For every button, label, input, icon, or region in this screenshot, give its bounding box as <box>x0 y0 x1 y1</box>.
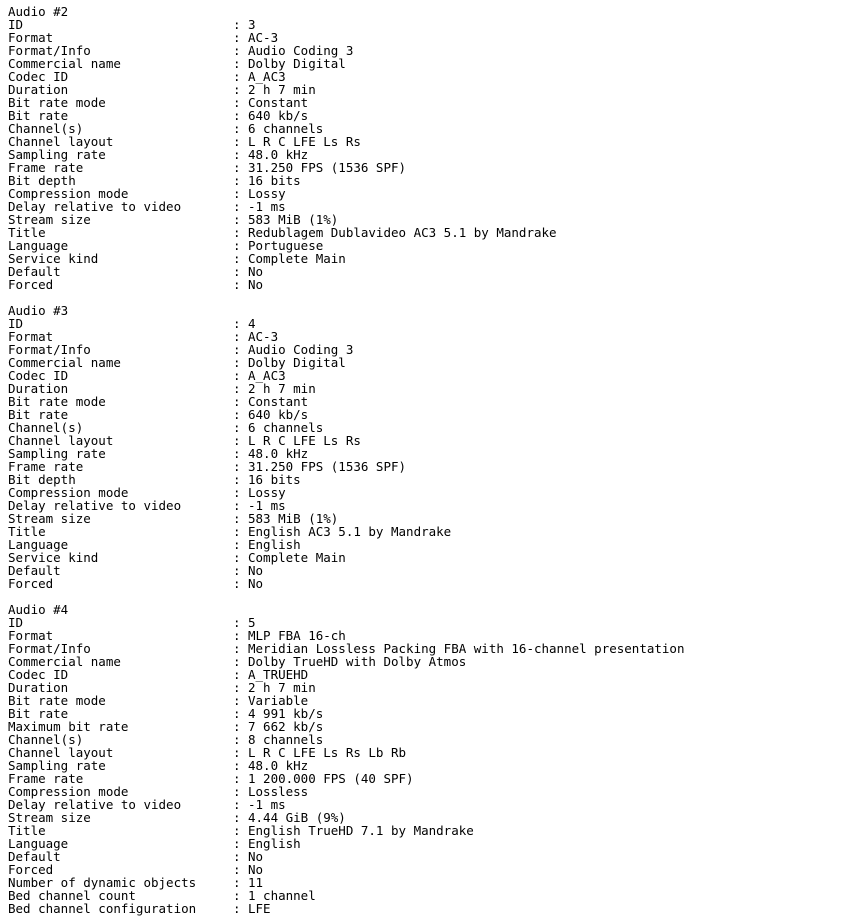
property-value: A_TRUEHD <box>248 667 309 682</box>
separator-colon: : <box>233 238 241 253</box>
property-value: 640 kb/s <box>248 108 309 123</box>
property-value: Constant <box>248 394 309 409</box>
property-row <box>8 551 685 564</box>
property-value: A_AC3 <box>248 368 286 383</box>
property-label: Bit rate mode <box>8 693 106 708</box>
separator-colon: : <box>233 485 241 500</box>
property-value: No <box>248 849 264 864</box>
property-label: Bit depth <box>8 472 76 487</box>
separator-colon: : <box>233 810 241 825</box>
property-value: 48.0 kHz <box>248 147 309 162</box>
separator-colon: : <box>233 654 241 669</box>
property-value: AC-3 <box>248 329 279 344</box>
separator-colon: : <box>233 706 241 721</box>
property-label: Channel layout <box>8 134 114 149</box>
separator-colon: : <box>233 355 241 370</box>
separator-colon: : <box>233 108 241 123</box>
separator-colon: : <box>233 745 241 760</box>
separator-colon: : <box>233 758 241 773</box>
property-row <box>8 681 685 694</box>
property-value: English AC3 5.1 by Mandrake <box>248 524 452 539</box>
separator-colon: : <box>233 43 241 58</box>
property-row <box>8 577 685 590</box>
separator-colon: : <box>233 875 241 890</box>
property-row <box>8 525 685 538</box>
property-label: Stream size <box>8 810 91 825</box>
property-label: ID <box>8 615 24 630</box>
property-label: Forced <box>8 277 54 292</box>
separator-colon: : <box>233 511 241 526</box>
property-label: Channel(s) <box>8 121 84 136</box>
separator-colon: : <box>233 342 241 357</box>
property-label: Format/Info <box>8 342 91 357</box>
property-row <box>8 70 685 83</box>
separator-colon: : <box>233 719 241 734</box>
property-value: Complete Main <box>248 251 346 266</box>
property-value: 31.250 FPS (1536 SPF) <box>248 160 407 175</box>
property-value: 2 h 7 min <box>248 82 316 97</box>
property-value: 4 991 kb/s <box>248 706 324 721</box>
property-label: Channel layout <box>8 433 114 448</box>
separator-colon: : <box>233 186 241 201</box>
property-row <box>8 798 685 811</box>
separator-colon: : <box>233 667 241 682</box>
property-value: LFE <box>248 901 271 916</box>
separator-colon: : <box>233 264 241 279</box>
property-value: Portuguese <box>248 238 324 253</box>
property-label: Bit depth <box>8 173 76 188</box>
property-row <box>8 434 685 447</box>
property-row <box>8 538 685 551</box>
separator-colon: : <box>233 316 241 331</box>
property-row <box>8 616 685 629</box>
property-row <box>8 265 685 278</box>
property-value: 6 channels <box>248 420 324 435</box>
property-value: 2 h 7 min <box>248 381 316 396</box>
property-value: 2 h 7 min <box>248 680 316 695</box>
separator-colon: : <box>233 550 241 565</box>
property-label: Sampling rate <box>8 147 106 162</box>
property-value: English <box>248 537 301 552</box>
property-label: ID <box>8 316 24 331</box>
property-label: Default <box>8 849 61 864</box>
property-label: Frame rate <box>8 160 84 175</box>
property-value: No <box>248 563 264 578</box>
property-value: L R C LFE Ls Rs <box>248 134 361 149</box>
property-value: MLP FBA 16-ch <box>248 628 346 643</box>
separator-colon: : <box>233 329 241 344</box>
property-label: Title <box>8 823 46 838</box>
separator-colon: : <box>233 69 241 84</box>
property-row <box>8 226 685 239</box>
property-value: 4.44 GiB (9%) <box>248 810 346 825</box>
audio-section-4 <box>8 603 685 915</box>
property-label: Sampling rate <box>8 758 106 773</box>
property-label: Maximum bit rate <box>8 719 129 734</box>
property-value: No <box>248 862 264 877</box>
property-label: Format <box>8 329 54 344</box>
property-value: 16 bits <box>248 472 301 487</box>
property-label: Channel(s) <box>8 732 84 747</box>
separator-colon: : <box>233 160 241 175</box>
property-label: Channel(s) <box>8 420 84 435</box>
audio-section-2 <box>8 5 685 291</box>
property-label: Delay relative to video <box>8 797 182 812</box>
separator-colon: : <box>233 797 241 812</box>
separator-colon: : <box>233 576 241 591</box>
property-value: -1 ms <box>248 797 286 812</box>
property-value: Dolby Digital <box>248 56 346 71</box>
property-value: Constant <box>248 95 309 110</box>
property-value: No <box>248 264 264 279</box>
property-value: Lossy <box>248 485 286 500</box>
separator-colon: : <box>233 407 241 422</box>
property-value: Complete Main <box>248 550 346 565</box>
mediainfo-text-report <box>8 5 685 915</box>
separator-colon: : <box>233 394 241 409</box>
property-label: Delay relative to video <box>8 498 182 513</box>
property-label: Default <box>8 264 61 279</box>
separator-colon: : <box>233 680 241 695</box>
property-value: 4 <box>248 316 256 331</box>
separator-colon: : <box>233 823 241 838</box>
property-row <box>8 96 685 109</box>
property-label: ID <box>8 17 24 32</box>
property-value: Lossless <box>248 784 309 799</box>
separator-colon: : <box>233 251 241 266</box>
separator-colon: : <box>233 446 241 461</box>
property-label: Service kind <box>8 550 99 565</box>
separator-colon: : <box>233 82 241 97</box>
property-value: No <box>248 576 264 591</box>
separator-colon: : <box>233 524 241 539</box>
separator-colon: : <box>233 849 241 864</box>
property-label: Title <box>8 524 46 539</box>
property-label: Stream size <box>8 212 91 227</box>
property-label: Title <box>8 225 46 240</box>
property-label: Commercial name <box>8 355 121 370</box>
property-label: Sampling rate <box>8 446 106 461</box>
property-value: 6 channels <box>248 121 324 136</box>
property-value: Dolby TrueHD with Dolby Atmos <box>248 654 467 669</box>
separator-colon: : <box>233 199 241 214</box>
property-value: English <box>248 836 301 851</box>
property-row <box>8 902 685 915</box>
property-label: Format <box>8 30 54 45</box>
section-heading: Audio #2 <box>8 4 69 19</box>
separator-colon: : <box>233 420 241 435</box>
separator-colon: : <box>233 277 241 292</box>
property-label: Format/Info <box>8 43 91 58</box>
property-value: L R C LFE Ls Rs Lb Rb <box>248 745 407 760</box>
property-label: Duration <box>8 82 69 97</box>
property-value: A_AC3 <box>248 69 286 84</box>
property-label: Language <box>8 836 69 851</box>
property-value: AC-3 <box>248 30 279 45</box>
property-label: Language <box>8 537 69 552</box>
property-value: Redublagem Dublavideo AC3 5.1 by Mandrake <box>248 225 557 240</box>
property-value: 583 MiB (1%) <box>248 511 339 526</box>
property-row <box>8 200 685 213</box>
separator-colon: : <box>233 368 241 383</box>
property-value: English TrueHD 7.1 by Mandrake <box>248 823 474 838</box>
property-row <box>8 239 685 252</box>
separator-colon: : <box>233 901 241 916</box>
property-row <box>8 161 685 174</box>
property-value: Variable <box>248 693 309 708</box>
property-row <box>8 720 685 733</box>
separator-colon: : <box>233 641 241 656</box>
property-row <box>8 746 685 759</box>
separator-colon: : <box>233 472 241 487</box>
property-label: Compression mode <box>8 784 129 799</box>
property-value: 8 channels <box>248 732 324 747</box>
separator-colon: : <box>233 862 241 877</box>
property-value: 5 <box>248 615 256 630</box>
property-label: Bit rate mode <box>8 394 106 409</box>
separator-colon: : <box>233 30 241 45</box>
property-row <box>8 408 685 421</box>
property-value: -1 ms <box>248 199 286 214</box>
property-row <box>8 655 685 668</box>
property-label: Codec ID <box>8 69 69 84</box>
property-value: -1 ms <box>248 498 286 513</box>
property-value: 3 <box>248 17 256 32</box>
property-row <box>8 850 685 863</box>
property-label: Codec ID <box>8 667 69 682</box>
property-label: Frame rate <box>8 459 84 474</box>
property-row <box>8 18 685 31</box>
separator-colon: : <box>233 498 241 513</box>
separator-colon: : <box>233 173 241 188</box>
property-row <box>8 837 685 850</box>
property-value: No <box>248 277 264 292</box>
property-value: Audio Coding 3 <box>248 342 354 357</box>
property-label: Language <box>8 238 69 253</box>
property-row <box>8 564 685 577</box>
property-label: Bit rate <box>8 407 69 422</box>
property-row <box>8 57 685 70</box>
separator-colon: : <box>233 433 241 448</box>
property-row <box>8 369 685 382</box>
property-value: 16 bits <box>248 173 301 188</box>
property-value: 31.250 FPS (1536 SPF) <box>248 459 407 474</box>
property-row <box>8 356 685 369</box>
property-label: Commercial name <box>8 56 121 71</box>
property-value: 1 channel <box>248 888 316 903</box>
section-heading: Audio #3 <box>8 303 69 318</box>
separator-colon: : <box>233 225 241 240</box>
property-row <box>8 694 685 707</box>
property-row <box>8 499 685 512</box>
separator-colon: : <box>233 563 241 578</box>
property-value: Meridian Lossless Packing FBA with 16-channel presentation <box>248 641 685 656</box>
separator-colon: : <box>233 537 241 552</box>
separator-colon: : <box>233 732 241 747</box>
property-value: Dolby Digital <box>248 355 346 370</box>
separator-colon: : <box>233 693 241 708</box>
property-row <box>8 460 685 473</box>
separator-colon: : <box>233 784 241 799</box>
separator-colon: : <box>233 121 241 136</box>
property-label: Bed channel count <box>8 888 136 903</box>
separator-colon: : <box>233 56 241 71</box>
audio-section-3 <box>8 304 685 590</box>
separator-colon: : <box>233 888 241 903</box>
property-value: 640 kb/s <box>248 407 309 422</box>
property-value: 1 200.000 FPS (40 SPF) <box>248 771 414 786</box>
property-label: Bit rate <box>8 706 69 721</box>
property-value: 48.0 kHz <box>248 446 309 461</box>
separator-colon: : <box>233 134 241 149</box>
section-heading: Audio #4 <box>8 602 69 617</box>
property-value: 48.0 kHz <box>248 758 309 773</box>
property-label: Forced <box>8 862 54 877</box>
property-value: 583 MiB (1%) <box>248 212 339 227</box>
property-value: 7 662 kb/s <box>248 719 324 734</box>
property-label: Duration <box>8 680 69 695</box>
property-label: Default <box>8 563 61 578</box>
property-label: Format/Info <box>8 641 91 656</box>
property-row <box>8 278 685 291</box>
property-label: Delay relative to video <box>8 199 182 214</box>
separator-colon: : <box>233 628 241 643</box>
property-label: Channel layout <box>8 745 114 760</box>
separator-colon: : <box>233 212 241 227</box>
separator-colon: : <box>233 381 241 396</box>
property-row <box>8 135 685 148</box>
property-label: Bed channel configuration <box>8 901 197 916</box>
separator-colon: : <box>233 615 241 630</box>
property-label: Compression mode <box>8 485 129 500</box>
property-label: Duration <box>8 381 69 396</box>
separator-colon: : <box>233 147 241 162</box>
property-row <box>8 83 685 96</box>
separator-colon: : <box>233 17 241 32</box>
property-row <box>8 395 685 408</box>
separator-colon: : <box>233 771 241 786</box>
property-label: Format <box>8 628 54 643</box>
property-row <box>8 382 685 395</box>
property-row <box>8 317 685 330</box>
property-label: Forced <box>8 576 54 591</box>
property-label: Compression mode <box>8 186 129 201</box>
separator-colon: : <box>233 95 241 110</box>
property-value: 11 <box>248 875 264 890</box>
separator-colon: : <box>233 459 241 474</box>
property-row <box>8 668 685 681</box>
property-label: Bit rate mode <box>8 95 106 110</box>
property-label: Frame rate <box>8 771 84 786</box>
separator-colon: : <box>233 836 241 851</box>
property-row <box>8 109 685 122</box>
property-label: Number of dynamic objects <box>8 875 197 890</box>
property-label: Codec ID <box>8 368 69 383</box>
property-value: L R C LFE Ls Rs <box>248 433 361 448</box>
property-label: Bit rate <box>8 108 69 123</box>
property-value: Audio Coding 3 <box>248 43 354 58</box>
property-label: Commercial name <box>8 654 121 669</box>
property-label: Stream size <box>8 511 91 526</box>
property-label: Service kind <box>8 251 99 266</box>
property-row <box>8 252 685 265</box>
property-value: Lossy <box>248 186 286 201</box>
property-row <box>8 824 685 837</box>
